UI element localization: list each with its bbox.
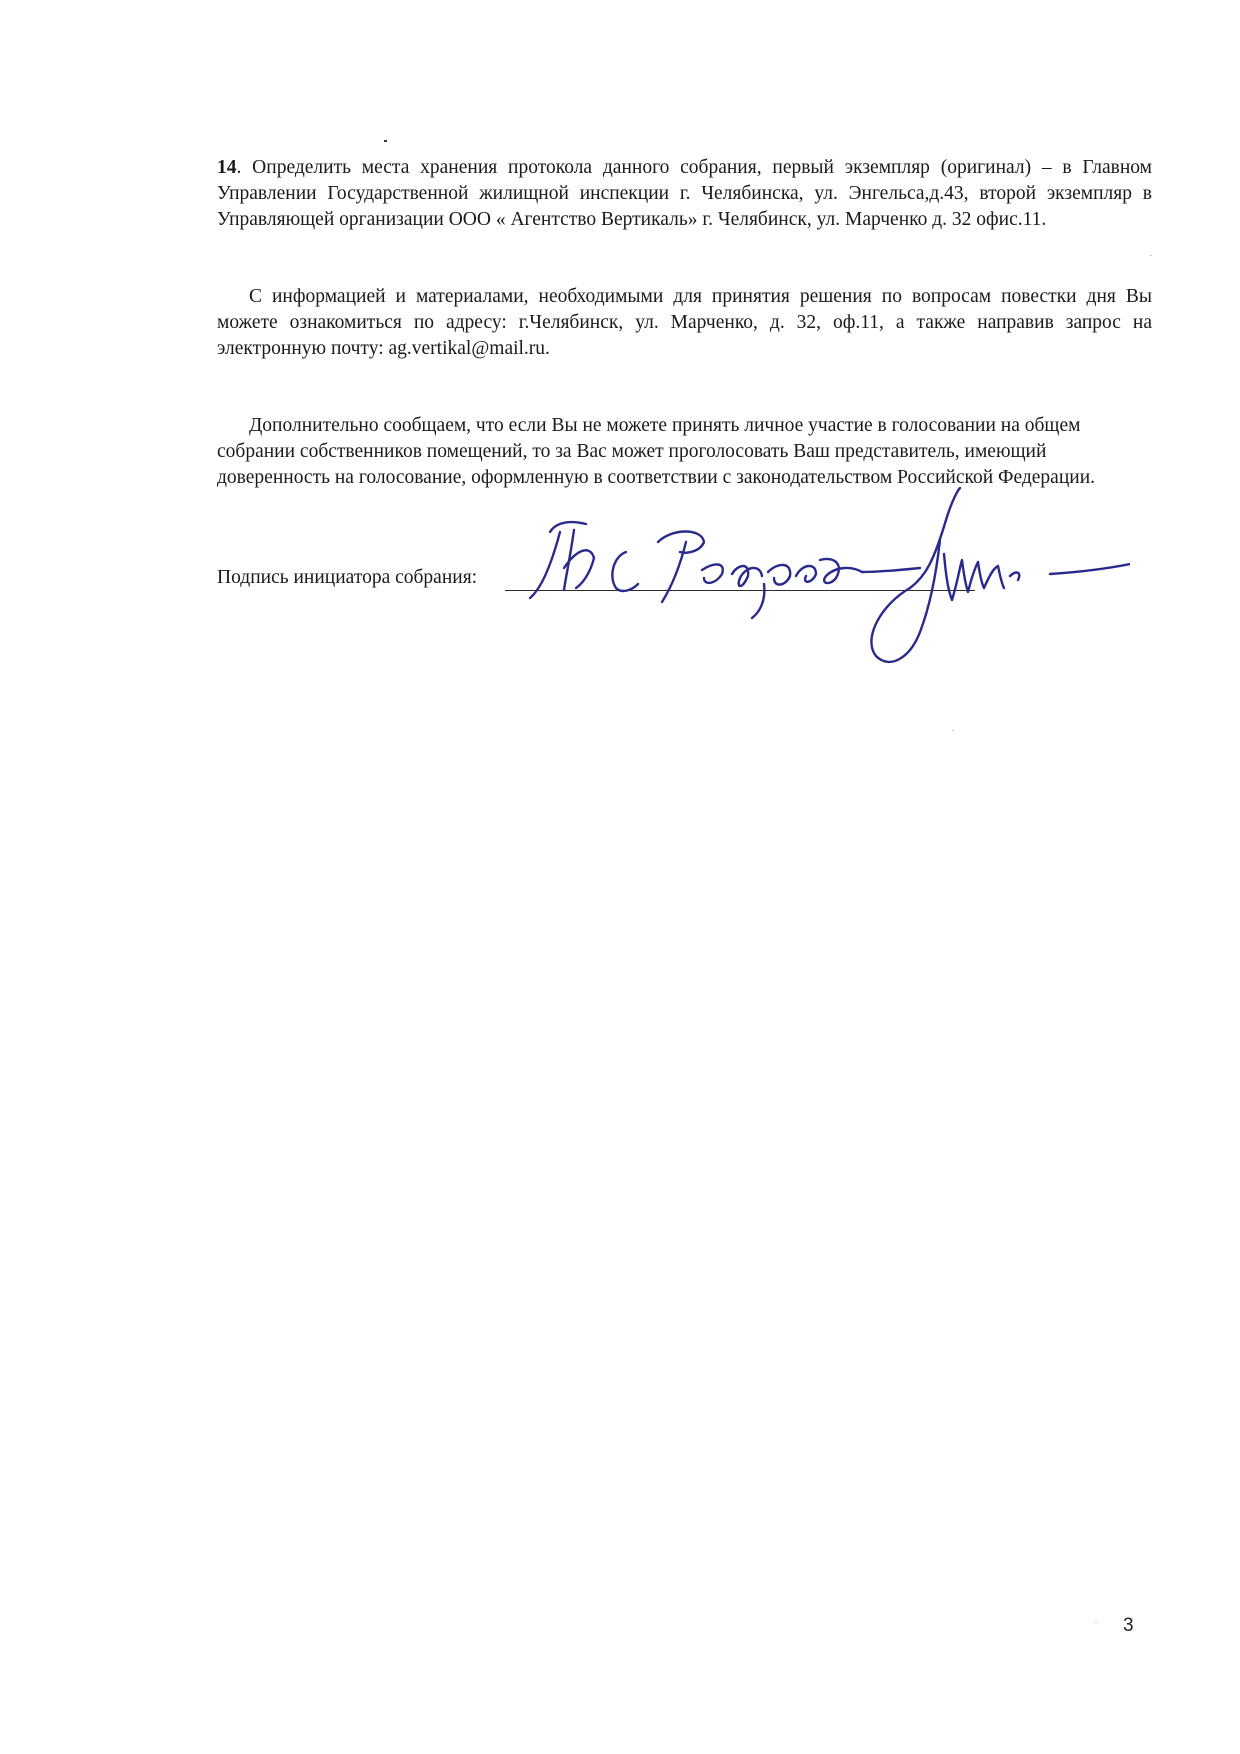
item-14-number: 14 (217, 157, 237, 178)
scan-artifact (1150, 255, 1152, 256)
page-number: 3 (1123, 1615, 1134, 1636)
additional-paragraph-text: Дополнительно сообщаем, что если Вы не можете принять личное участие в голосовании на общем собрании собственников помещений, то за Вас может проголосовать Ваш представитель, имеющий доверенность на голосование, оформленную в соответствии с законодательством Российской Федерации. (217, 415, 1096, 488)
info-paragraph (217, 284, 1152, 362)
scan-artifact (952, 730, 954, 731)
signature-label: Подпись инициатора собрания: (217, 567, 478, 588)
item-14-text: . Определить места хранения протокола данного собрания, первый экземпляр (оригинал) – в Главном Управлении Государственной жилищной инспекции г. Челябинска, ул. Энгельса,д.43, второй экземпляр в Управляющей организации ООО « Агентство Вертикаль» г. Челябинск, ул. Марченко д. 32 офис.11. (217, 157, 1152, 230)
info-paragraph-text: С информацией и материалами, необходимыми для принятия решения по вопросам повестки дня Вы можете ознакомиться по адресу: г.Челябинск, ул. Марченко, д. 32, оф.11, а также направив запрос на электронную почту: ag.vertikal@mail.ru. (217, 286, 1152, 359)
scan-artifact (384, 140, 387, 142)
handwritten-signature (490, 480, 1130, 680)
item-14-paragraph (217, 155, 1152, 233)
scan-artifact (1095, 1622, 1097, 1623)
